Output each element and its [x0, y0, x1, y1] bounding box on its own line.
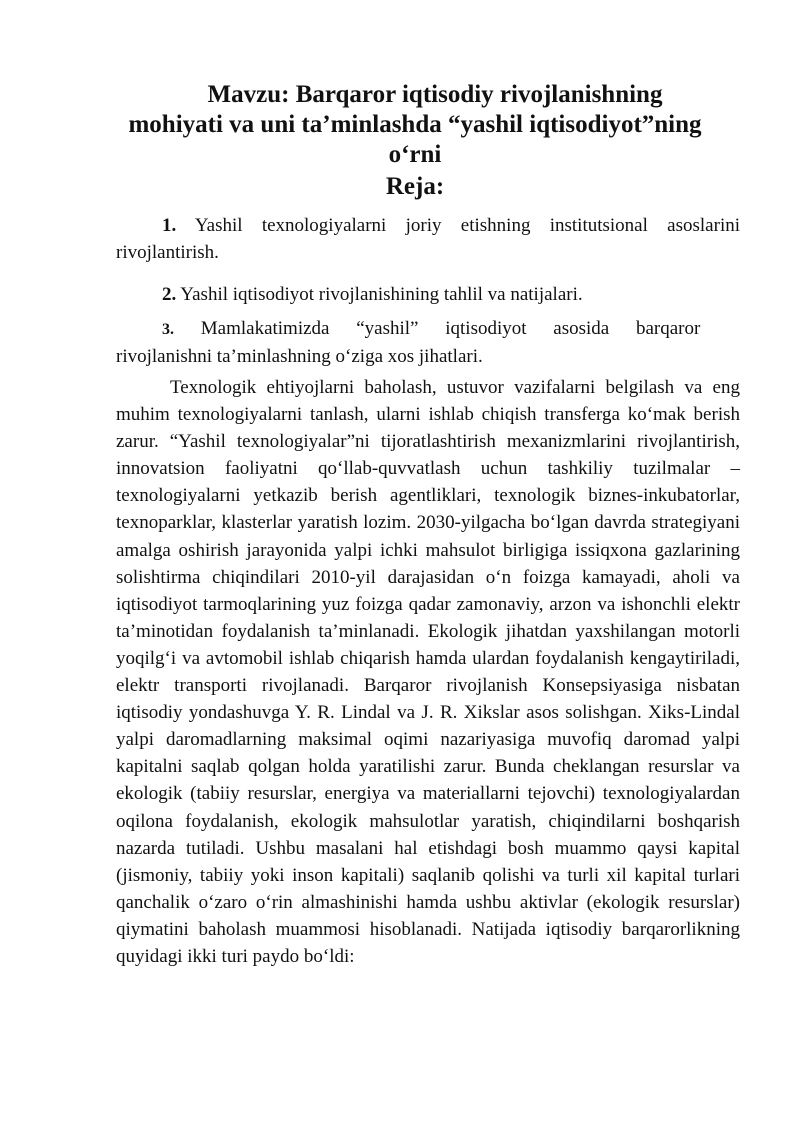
body-paragraph: Texnologik ehtiyojlarni baholash, ustuvor vazifalarni belgilash va eng muhim texnologiyalarni tanlash, ularni ishlab chiqish transferga ko‘mak berish zarur. “Yashil texnologiyalar”ni tijoratlashtirish mexanizmlarini rivojlantirish, innovatsion faoliyatni qo‘llab-quvvatlash uchun tashkiliy tuzilmalar – texnologiyalarni yetkazib berish agentliklari, texnologik biznes-inkubatorlar, texnoparklar, klasterlar yaratish lozim. 2030-yilgacha bo‘lgan davrda strategiyani amalga oshirish jarayonida yalpi ichki mahsulot birligiga issiqxona gazlarining solishtirma chiqindilari 2010-yil darajasidan o‘n foizga kamayadi, aholi va iqtisodiyot tarmoqlarining yuz foizga qadar zamonaviy, arzon va ishonchli elektr ta’minotidan foydalanish ta’minlanadi. Ekologik jihatdan yaxshilangan motorli yoqilg‘i va avtomobil ishlab chiqarish hamda ulardan foydalanish kengaytiriladi, elektr transporti rivojlanadi. Barqaror rivojlanish Konsepsiyasiga nisbatan iqtisodiy yondashuvga Y. R. Lindal va J. R. Xikslar asos solishgan. Xiks-Lindal yalpi daromadlarning maksimal oqimi nazariyasiga muvofiq daromad yalpi kapitalni saqlab qolgan holda yaratilishi zarur. Bunda cheklangan resurslar va ekologik (tabiiy resurslar, energiya va materiallarni tejovchi) texnologiyalardan oqilona foydalanish, ekologik mahsulotlar yaratish, chiqindilarni boshqarish nazarda tutiladi. Ushbu masalani hal etishdagi bosh muammo qaysi kapital (jismoniy, tabiiy yoki inson kapitali) saqlanib qolishi va turli xil kapital turlari qanchalik o‘zaro o‘rin almashinishi hamda ushbu aktivlar (ekologik resurslar) qiymatini baholash muammosi hisoblanadi. Natijada iqtisodiy barqarorlikning quyidagi ikki turi paydo bo‘ldi:	[116, 377, 740, 967]
plan-item-text-continued: rivojlanishni ta’minlashning o‘ziga xos jihatlari.	[116, 346, 483, 367]
title-line-3: o‘rni	[388, 141, 442, 168]
plan-heading: Reja:	[385, 173, 445, 200]
plan-item-3	[116, 315, 740, 370]
plan-item-number: 3.	[162, 321, 174, 338]
document-title	[100, 80, 730, 170]
plan-item-text: Mamlakatimizda “yashil” iqtisodiyot asosida barqaror	[200, 318, 701, 339]
title-line-2: mohiyati va uni ta’minlashda “yashil iqtisodiyot”ning	[128, 111, 702, 138]
plan-item-number: 2.	[162, 284, 177, 305]
plan-item-number: 1.	[162, 215, 177, 236]
plan-item-2	[116, 281, 740, 308]
plan-item-text: Yashil iqtisodiyot rivojlanishining tahlil va natijalari.	[180, 284, 583, 305]
plan-item-text: Yashil texnologiyalarni joriy etishning institutsional asoslarini rivojlantirish.	[116, 215, 740, 263]
title-line-1: Mavzu: Barqaror iqtisodiy rivojlanishning	[207, 81, 663, 108]
plan-item-1	[116, 212, 740, 266]
